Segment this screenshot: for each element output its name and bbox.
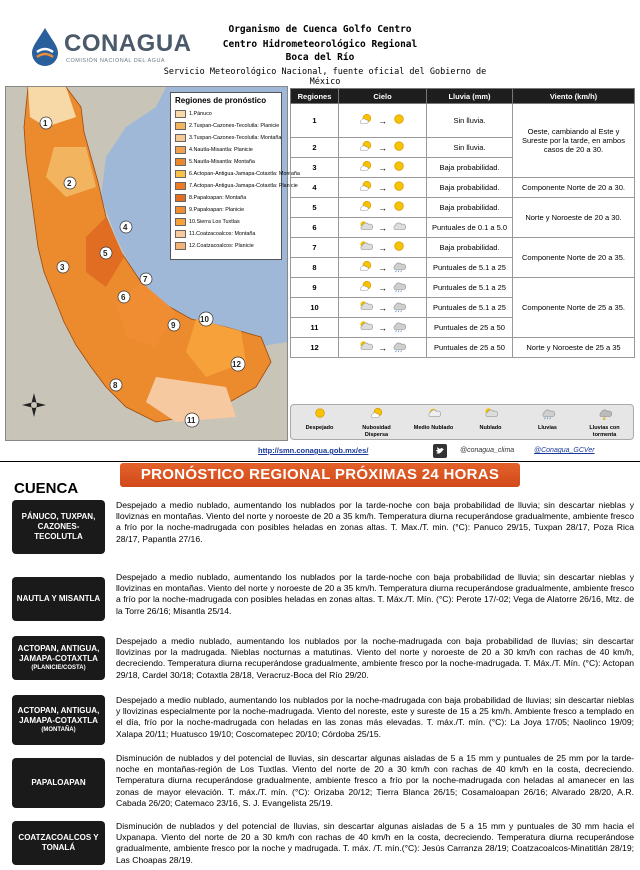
- cloud-icon: [391, 220, 407, 235]
- rain-cell: Puntuales de 5.1 a 25: [427, 298, 513, 318]
- icon-legend-label: Nubosidad Dispersa: [362, 425, 391, 438]
- partly-cloudy-icon: [358, 160, 374, 175]
- icon-legend-item: [408, 407, 460, 432]
- cuenca-subname: (MONTAÑA): [41, 727, 76, 733]
- map-region-3: 3: [60, 263, 65, 272]
- sky-cell: [339, 104, 427, 138]
- cuenca-title: CUENCA: [14, 480, 79, 497]
- sky-cell: [339, 178, 427, 198]
- smn-link[interactable]: http://smn.conagua.gob.mx/es/: [258, 446, 369, 455]
- arrow-right-icon: →: [378, 342, 387, 353]
- icon-legend-label: Nublado: [479, 425, 502, 431]
- rain-cell: Puntuales de 5.1 a 25: [427, 258, 513, 278]
- map-region-6: 6: [121, 293, 126, 302]
- legend-swatch: [175, 182, 186, 190]
- sun-icon: [391, 140, 407, 155]
- cuenca-forecast-text: Despejado a medio nublado, aumentando los nublados por la tarde-noche con baja probabilidad de lluvia; sin descartar nieblas y llovizinas en montañas. Viento del norte y noroeste de 20 a 35 km/h. Temperatura diurna recuperándose gradualmente, ambiente fresco a frío por la noche-madrugada con posibles heladas en zonas altas. T. Máx./T. Mín. (°C): Perote 17/-02; Vega de Alatorre 26/16, Mtz. de la Torre 26/16; Misantla 25/14.: [116, 572, 635, 616]
- arrow-right-icon: →: [378, 282, 387, 293]
- partly-cloudy-icon: [358, 200, 374, 215]
- legend-swatch: [175, 122, 186, 130]
- rain-icon: [391, 280, 407, 295]
- legend-label: 3.Tuxpan-Cazones-Tecolutla: Montaña: [189, 135, 282, 141]
- arrow-right-icon: →: [378, 115, 387, 126]
- sky-cell: [339, 238, 427, 258]
- legend-item: [175, 228, 277, 240]
- sky-cell: [339, 138, 427, 158]
- service-line-1: Servicio Meteorológico Nacional, fuente oficial del Gobierno de: [163, 67, 487, 77]
- legend-item: [175, 180, 298, 192]
- icon-legend-label: Lluvias con tormenta: [589, 425, 620, 438]
- region-number: 8: [291, 258, 339, 278]
- cuenca-name: NAUTLA Y MISANTLA: [16, 594, 101, 603]
- cuenca-name-badge: [12, 577, 105, 621]
- cloudy-icon: [358, 300, 374, 315]
- rain-cell: Puntuales de 25 a 50: [427, 318, 513, 338]
- map-region-7: 7: [143, 275, 148, 284]
- legend-title: Regiones de pronóstico: [175, 96, 267, 105]
- wind-cell: Norte y Noroeste de 25 a 35: [513, 338, 635, 358]
- sun-icon: [391, 180, 407, 195]
- twitter-icon: [433, 444, 447, 458]
- wind-cell: Componente Norte de 20 a 35.: [513, 238, 635, 278]
- legend-swatch: [175, 134, 186, 142]
- legend-label: 10.Sierra Los Tuxtlas: [189, 219, 240, 225]
- sky-cell: [339, 258, 427, 278]
- wind-cell: Norte y Noroeste de 20 a 30.: [513, 198, 635, 238]
- legend-swatch: [175, 230, 186, 238]
- icon-legend: [290, 404, 634, 440]
- rain-cell: Sin lluvia.: [427, 138, 513, 158]
- legend-item: [175, 204, 277, 216]
- logo-subtitle: COMISIÓN NACIONAL DEL AGUA: [66, 58, 166, 64]
- header-sky: Cielo: [339, 89, 427, 104]
- partly-cloudy-icon: [358, 280, 374, 295]
- rain-icon: [391, 260, 407, 275]
- legend-swatch: [175, 194, 186, 202]
- twitter-handle-clima[interactable]: @conagua_clima: [460, 447, 515, 454]
- legend-label: 6.Actopan-Antigua-Jamapa-Cotaxtla: Montaña: [189, 171, 300, 177]
- cloudy-icon: [358, 340, 374, 355]
- sky-cell: [339, 218, 427, 238]
- map-region-5: 5: [103, 249, 108, 258]
- arrow-right-icon: →: [378, 142, 387, 153]
- region-number: 3: [291, 158, 339, 178]
- legend-item: [175, 108, 277, 120]
- cuenca-forecast-text: Despejado a medio nublado, aumentando los nublados por la tarde-noche con baja probabilidad de lluvia; sin descartar nieblas y lloviznas en montañas. Viento del norte y noroeste de 20 a 35 km/h. Temperatura diurna recuperándose gradualmente, ambiente fresco a frío por la noche-madrugada con posibles heladas en zonas altas. T. Max./T. min. (°C): Panuco 29/15, Tuxpan 28/17, Poza Rica 28/17, Papantla 27/16.: [116, 500, 634, 544]
- forecast-banner: PRONÓSTICO REGIONAL PRÓXIMAS 24 HORAS: [120, 463, 520, 487]
- rain-cell: Puntuales de 25 a 50: [427, 338, 513, 358]
- icon-legend-item: [294, 407, 346, 432]
- cuenca-name-badge: [12, 758, 105, 808]
- legend-item: [175, 156, 277, 168]
- wind-cell: Componente Norte de 25 a 35.: [513, 278, 635, 338]
- legend-item: [175, 168, 300, 180]
- partly-cloudy-icon: [369, 407, 385, 425]
- arrow-right-icon: →: [378, 262, 387, 273]
- arrow-right-icon: →: [378, 322, 387, 333]
- map-region-12: 12: [232, 360, 241, 369]
- legend-swatch: [175, 158, 186, 166]
- region-number: 7: [291, 238, 339, 258]
- sun-icon: [391, 240, 407, 255]
- region-number: 12: [291, 338, 339, 358]
- half-cloudy-icon: [426, 407, 442, 425]
- service-text: [160, 67, 490, 87]
- water-drop-icon: [28, 26, 62, 66]
- cloudy-icon: [358, 220, 374, 235]
- rain-cell: Puntuales de 0.1 a 5.0: [427, 218, 513, 238]
- cuenca-name-badge: [12, 500, 105, 554]
- icon-legend-item: [579, 407, 631, 438]
- rain-icon: [391, 300, 407, 315]
- legend-label: 4.Nautla-Misantla: Planicie: [189, 147, 253, 153]
- cuenca-forecast-text: Despejado a medio nublado, aumentando los nublados por la noche-madrugada con baja probabilidad de lluvias; sin descartar llovizinas por la madrugada. Nieblas nocturnas a matutinas. Viento del norte y noroeste de 20 a 30 km/h con rachas de 40 km/h, decreciendo. Temperatura diurna recuperándose gradualmente, ambiente fresco por la noche-madrugada. T. Máx./T. Mín. (°C): Actopan 29/18, Cardel 30/18; Cotaxtla 28/18, Veracruz-Boca del Río 29/20.: [116, 636, 634, 680]
- rain-icon: [391, 340, 407, 355]
- table-row: [291, 238, 635, 258]
- legend-item: [175, 120, 280, 132]
- icon-legend-item: [465, 407, 517, 432]
- region-number: 6: [291, 218, 339, 238]
- rain-cell: Baja probabilidad.: [427, 198, 513, 218]
- sky-cell: [339, 338, 427, 358]
- header-line-2: Centro Hidrometeorológico Regional: [222, 39, 418, 50]
- cuenca-forecast-text: Disminución de nublados y del potencial de lluvias, sin descartar algunas aisladas de 5 a 15 mm y puntuales de 25 mm por la tarde-noche en montañas-región de Los Tuxtlas. Viento del norte de 20 a 30 km/h con rachas de 40 km/h en la costa, decreciendo. Temperatura diurna recuperándose gradualmente, ambiente fresco a frío por la noche-madrugada con heladas al amanecer en las zonas de mayor elevación. T. máx./T. mín. (°C): Orizaba 20/12; Tierra Blanca 26/15; Cosamaloapan 26/16; Alvarado 28/20, A.R. Cabada 26/20; Catemaco 23/16, S. J. Evangelista 25/19.: [116, 753, 634, 808]
- legend-item: [175, 144, 277, 156]
- region-number: 1: [291, 104, 339, 138]
- legend-label: 12.Coatzacoalcos: Planicie: [189, 243, 254, 249]
- table-row: [291, 178, 635, 198]
- map-region-4: 4: [123, 223, 128, 232]
- cuenca-name: PAPALOAPAN: [31, 778, 86, 787]
- sun-icon: [391, 200, 407, 215]
- header-wind: Viento (km/h): [513, 89, 635, 104]
- legend-swatch: [175, 218, 186, 226]
- region-number: 9: [291, 278, 339, 298]
- region-map: [5, 86, 300, 441]
- cuenca-forecast-text: Despejado a medio nublado, aumentando los nublados por la noche-madrugada con baja probabilidad de lluvias; sin descartar nieblas y llovizinas especialmente por la noche-madrugada. Viento del noreste, este y sureste de 15 a 25 km/h. Ambiente fresco a templado en el día, frío por la noche-madrugada con heladas en las zonas más elevadas. T. máx./T. mín. (°C): La Joya 17/05; Naolinco 19/09; Xalapa 20/11; Huatusco 19/10; Coscomatepec 20/10; Córdoba 25/15.: [116, 695, 634, 739]
- logo-text: CONAGUA: [64, 30, 192, 57]
- cuenca-forecast-text: Disminución de nublados y del potencial de lluvias, sin descartar algunas aisladas de 5 a 15 mm y puntuales de 30 mm hacia el Uxpanapa. Viento del norte de 20 a 30 km/h con rachas de 40 km/h en la costa, decreciendo. Temperatura diurna recuperándose gradualmente, ambiente fresco por la noche y madrugada. T. máx. /T. mín.(°C): Jesús Carranza 28/19; Coatzacoalcos-Minatitlán 28/19; Las Choapas 28/19.: [116, 821, 634, 865]
- legend-swatch: [175, 146, 186, 154]
- legend-label: 5.Nautla-Misantla: Montaña: [189, 159, 255, 165]
- legend-label: 11.Coatzacoalcos: Montaña: [189, 231, 256, 237]
- cloudy-icon: [483, 407, 499, 425]
- sky-cell: [339, 318, 427, 338]
- cloudy-icon: [358, 240, 374, 255]
- forecast-table: [290, 88, 635, 358]
- map-region-10: 10: [200, 315, 209, 324]
- map-region-8: 8: [113, 381, 118, 390]
- map-region-2: 2: [67, 179, 72, 188]
- header-regions: Regiones: [291, 89, 339, 104]
- cuenca-name: ACTOPAN, ANTIGUA, JAMAPA-COTAXTLA: [17, 644, 100, 663]
- legend-swatch: [175, 206, 186, 214]
- partly-cloudy-icon: [358, 180, 374, 195]
- cuenca-name: COATZACOALCOS Y TONALÁ: [18, 833, 99, 852]
- cloudy-icon: [358, 320, 374, 335]
- icon-legend-item: [522, 407, 574, 432]
- map-region-11: 11: [187, 416, 196, 425]
- legend-swatch: [175, 170, 186, 178]
- legend-swatch: [175, 242, 186, 250]
- table-row: [291, 104, 635, 138]
- twitter-handle-gcver[interactable]: @Conagua_GCVer: [534, 447, 595, 454]
- divider: [0, 461, 640, 462]
- map-legend: [170, 92, 300, 260]
- cuenca-name: PÁNUCO, TUXPAN, CAZONES-TECOLUTLA: [21, 512, 96, 541]
- sun-icon: [312, 407, 328, 425]
- sky-cell: [339, 278, 427, 298]
- partly-cloudy-icon: [358, 140, 374, 155]
- rain-cell: Baja probabilidad.: [427, 158, 513, 178]
- cuenca-name-badge: [12, 695, 105, 745]
- cuenca-name: ACTOPAN, ANTIGUA, JAMAPA-COTAXTLA: [17, 706, 100, 725]
- header-line-3: Boca del Río: [285, 52, 355, 63]
- header: [0, 0, 640, 86]
- partly-cloudy-icon: [358, 260, 374, 275]
- icon-legend-item: [351, 407, 403, 438]
- map-region-9: 9: [171, 321, 176, 330]
- table-row: [291, 278, 635, 298]
- legend-label: 1.Pánuco: [189, 111, 212, 117]
- sky-cell: [339, 198, 427, 218]
- service-line-2: México: [309, 77, 341, 87]
- legend-label: 8.Papaloapan: Montaña: [189, 195, 247, 201]
- storm-icon: [597, 407, 613, 425]
- footer-links: [250, 444, 640, 460]
- table-row: [291, 338, 635, 358]
- conagua-logo: [28, 26, 192, 70]
- sun-icon: [391, 160, 407, 175]
- rain-icon: [540, 407, 556, 425]
- partly-cloudy-icon: [358, 113, 374, 128]
- legend-label: 2.Tuxpan-Cazones-Tecolutla: Planicie: [189, 123, 280, 129]
- wind-cell: Componente Norte de 20 a 30.: [513, 178, 635, 198]
- rain-cell: Puntuales de 5.1 a 25: [427, 278, 513, 298]
- sky-cell: [339, 158, 427, 178]
- table-header-row: [291, 89, 635, 104]
- wind-cell: Oeste, cambiando al Este y Sureste por la tarde, en ambos casos de 20 a 30.: [513, 104, 635, 178]
- table-row: [291, 198, 635, 218]
- region-number: 4: [291, 178, 339, 198]
- rain-cell: Sin lluvia.: [427, 104, 513, 138]
- icon-legend-label: Lluvias: [538, 425, 557, 431]
- legend-item: [175, 216, 277, 228]
- arrow-right-icon: →: [378, 242, 387, 253]
- sun-icon: [391, 113, 407, 128]
- region-number: 2: [291, 138, 339, 158]
- cuenca-name-badge: [12, 636, 105, 680]
- sky-cell: [339, 298, 427, 318]
- legend-label: 9.Papaloapan: Planicie: [189, 207, 245, 213]
- rain-cell: Baja probabilidad.: [427, 238, 513, 258]
- legend-label: 7.Actopan-Antigua-Jamapa-Cotaxtla: Planicie: [189, 183, 298, 189]
- region-number: 5: [291, 198, 339, 218]
- cuenca-name-badge: [12, 821, 105, 865]
- header-rain: Lluvia (mm): [427, 89, 513, 104]
- arrow-right-icon: →: [378, 162, 387, 173]
- arrow-right-icon: →: [378, 302, 387, 313]
- arrow-right-icon: →: [378, 182, 387, 193]
- icon-legend-label: Despejado: [305, 425, 334, 431]
- arrow-right-icon: →: [378, 222, 387, 233]
- rain-cell: Baja probabilidad.: [427, 178, 513, 198]
- legend-item: [175, 192, 277, 204]
- arrow-right-icon: →: [378, 202, 387, 213]
- legend-item: [175, 240, 277, 252]
- legend-swatch: [175, 110, 186, 118]
- region-number: 11: [291, 318, 339, 338]
- legend-item: [175, 132, 282, 144]
- cuenca-subname: (PLANICIE/COSTA): [31, 665, 86, 671]
- icon-legend-label: Medio Nublado: [413, 425, 454, 431]
- header-line-1: Organismo de Cuenca Golfo Centro: [228, 24, 412, 35]
- map-region-1: 1: [43, 119, 48, 128]
- region-number: 10: [291, 298, 339, 318]
- rain-icon: [391, 320, 407, 335]
